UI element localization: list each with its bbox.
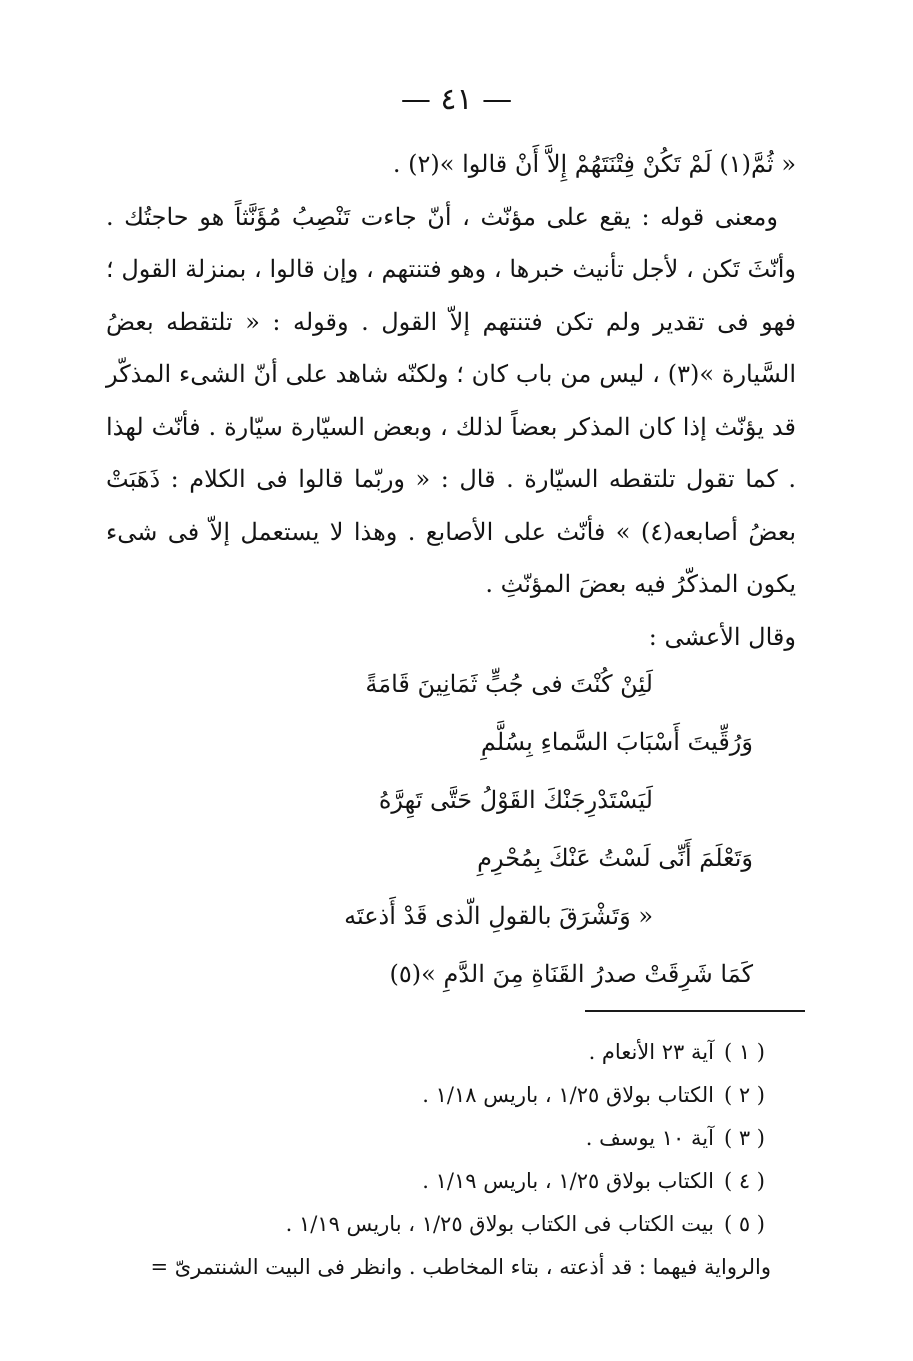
footnote-number: ( ١ ) — [723, 1040, 765, 1064]
footnote-text: بيت الكتاب فى الكتاب بولاق ١/٢٥ ، باريس ١/١٩ . — [285, 1212, 714, 1236]
footnote-5 — [125, 1203, 765, 1246]
poem-verse-4: وَتَعْلَمَ أَنِّى لَسْتُ عَنْكَ بِمُحْرِمِ — [477, 844, 753, 872]
footnote-divider — [585, 1010, 805, 1012]
quran-quote-paragraph: « ثُمَّ(١) لَمْ تَكُنْ فِتْنَتَهُمْ إِلاَّ أَنْ قالوا »(٢) . — [392, 150, 796, 178]
footnotes — [125, 1031, 771, 1279]
footnote-text: آية ٢٣ الأنعام . — [588, 1040, 714, 1064]
poem-verse-1: لَئِنْ كُنْتَ فى جُبٍّ ثَمَانِينَ قَامَةً — [365, 670, 653, 698]
poem-verse-2: وَرُقِّيتَ أَسْبَابَ السَّماءِ بِسُلَّمِ — [480, 728, 753, 756]
poem-intro: وقال الأعشى : — [648, 622, 796, 651]
explanation-paragraph: ومعنى قوله : يقع على مؤنّث ، أنّ جاءت تَنْصِبُ مُؤَنَّثاً هو حاجتُك . وأنّثَ تَكن ، لأجل تأنيث خبرها ، وهو فتنتهم ، وإن قالوا ، بمنزلة القول ؛ فهو فى تقدير ولم تكن فتنتهم إلاّ القول . وقوله : « تلتقطه بعضُ السَّيارة »(٣) ، ليس من باب كان ؛ ولكنّه شاهد على أنّ الشىء المذكّر قد يؤنّث إذا كان المذكر بعضاً لذلك ، وبعض السيّارة سيّارة . فأنّث لهذا . كما تقول تلتقطه السيّارة . قال : « وربّما قالوا فى الكلام : ذَهَبَتْ بعضُ أصابعه(٤) » فأنّث على الأصابع . وهذا لا يستعمل إلاّ فى شىء يكون المذكّرُ فيه بعضَ المؤنّثِ . — [106, 202, 796, 598]
footnote-number: ( ٥ ) — [723, 1212, 765, 1236]
footnote-text: الكتاب بولاق ١/٢٥ ، باريس ١/١٩ . — [422, 1169, 714, 1193]
poem-verse-3: لَيَسْتَدْرِجَنْكَ القَوْلُ حَتَّى تَهِرَّهُ — [378, 786, 653, 814]
footnote-number: ( ٤ ) — [723, 1169, 765, 1193]
footnote-2 — [125, 1074, 765, 1117]
footnote-text: الكتاب بولاق ١/٢٥ ، باريس ١/١٨ . — [422, 1083, 714, 1107]
poem — [133, 655, 753, 1003]
footnote-text: آية ١٠ يوسف . — [585, 1126, 714, 1150]
main-text — [106, 138, 796, 663]
footnote-number: ( ٣ ) — [723, 1126, 765, 1150]
footnote-continuation: والرواية فيهما : قد أذعته ، بتاء المخاطب . وانظر فى البيت الشنتمرىّ = — [150, 1255, 771, 1279]
poem-verse-5: « وَتَشْرَقَ بالقولِ الّذى قَدْ أَذعتَه — [344, 902, 653, 930]
footnote-3 — [125, 1117, 765, 1160]
poem-verse-6: كَمَا شَرِقَتْ صدرُ القَنَاةِ مِنَ الدَّمِ »(٥) — [389, 960, 753, 988]
footnote-4 — [125, 1160, 765, 1203]
footnote-1 — [125, 1031, 765, 1074]
footnote-number: ( ٢ ) — [723, 1083, 765, 1107]
page-number: — ٤١ — — [400, 82, 513, 117]
